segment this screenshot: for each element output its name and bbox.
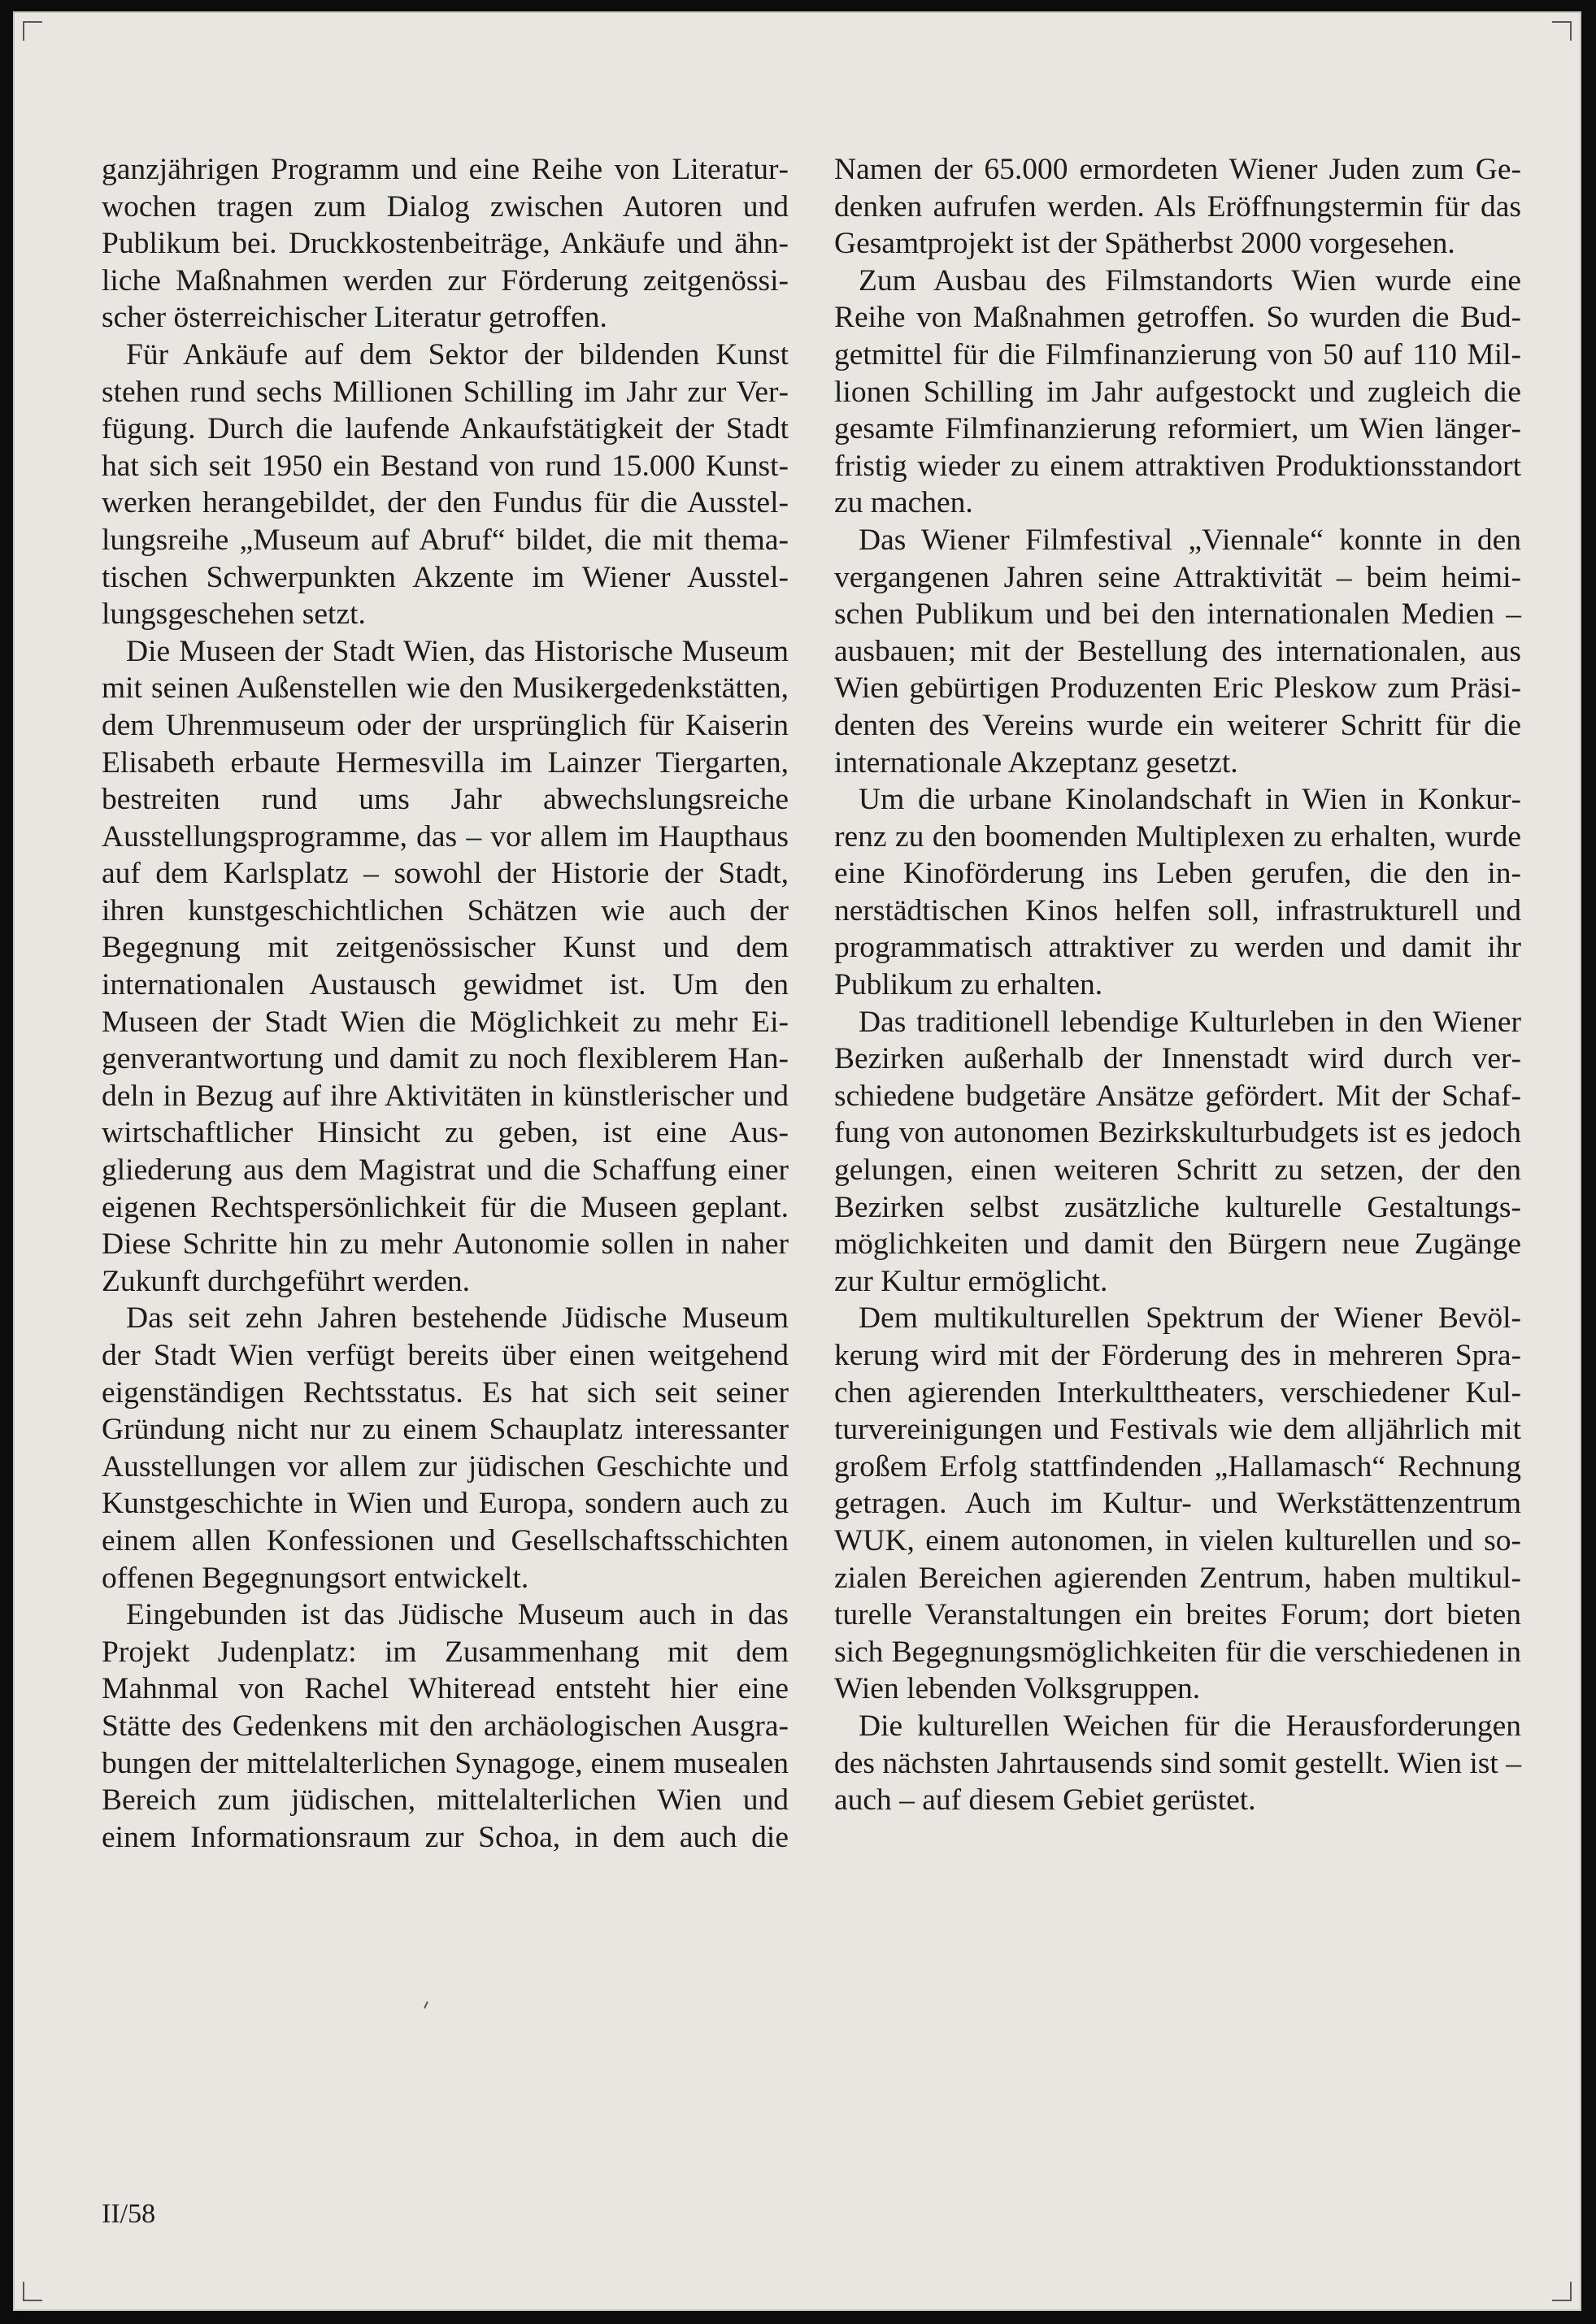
paragraph: Für Ankäufe auf dem Sektor der bildenden Kunst stehen rund sechs Millionen Schilling im Jahr zur Verfügung. Durch die laufende Ankaufstätigkeit der Stadt hat sich seit 1950 ein Bestand von rund 15.000 Kunstwerken herangebildet, der den Fundus für die Ausstellungsreihe „Museum auf Abruf“ bildet, die mit thematischen Schwerpunkten Akzente im Wiener Ausstellungsgeschehen setzt. <box>102 337 789 632</box>
crop-mark-bottom-left <box>23 2282 42 2301</box>
page-number: II/58 <box>102 2199 156 2229</box>
paragraph: Das seit zehn Jahren bestehende Jüdische Museum der Stadt Wien verfügt bereits über einen weitgehend eigenständigen Rechtsstatus. Es hat sich seit seiner Gründung nicht nur zu einem Schauplatz interessanter Ausstellungen vor allem zur jüdischen Geschichte und Kunstgeschichte in Wien und Europa, sondern auch zu einem allen Konfessionen und Gesellschaftsschichten offenen Begegnungsort entwickelt. <box>102 1301 789 1595</box>
paragraph: Die kulturellen Weichen für die Herausforderungen des nächsten Jahrtausends sind somit gestellt. Wien ist – auch – auf diesem Gebiet gerüstet. <box>834 1709 1521 1818</box>
paragraph: Dem multikulturellen Spektrum der Wiener Bevölkerung wird mit der Förderung des in mehreren Sprachen agierenden Interkulttheaters, verschiedener Kulturvereinigungen und Festivals wie dem alljährlich mit großem Erfolg stattfindenden „Hallamasch“ Rechnung getragen. Auch im Kultur- und Werkstättenzentrum WUK, einem autonomen, in vielen kulturellen und sozialen Bereichen agierenden Zentrum, haben multikulturelle Veranstaltungen ein breites Forum; dort bieten sich Begegnungsmöglichkeiten für die verschiedenen in Wien lebenden Volksgruppen. <box>834 1301 1521 1706</box>
crop-mark-top-left <box>23 21 42 41</box>
document-page <box>13 11 1581 2311</box>
paragraph: Um die urbane Kinolandschaft in Wien in Konkurrenz zu den boomenden Multiplexen zu erhalten, wurde eine Kinoförderung ins Leben gerufen, die den innerstädtischen Kinos helfen soll, infrastrukturell und programmatisch attraktiver zu werden und damit ihr Publikum zu erhalten. <box>834 783 1521 1002</box>
scan-speck <box>424 2001 428 2009</box>
paragraph: ganzjährigen Programm und eine Reihe von Literaturwochen tragen zum Dialog zwischen Autoren und Publikum bei. Druckkostenbeiträge, Ankäufe und ähnliche Maßnahmen werden zur Förderung zeitgenössischer österreichischer Literatur getroffen. <box>102 153 789 335</box>
paragraph: Das traditionell lebendige Kulturleben in den Wiener Bezirken außerhalb der Innenstadt wird durch verschiedene budgetäre Ansätze gefördert. Mit der Schaffung von autonomen Bezirkskulturbudgets ist es jedoch gelungen, einen weiteren Schritt zu setzen, der den Bezirken selbst zusätzliche kulturelle Gestaltungsmöglichkeiten und damit den Bürgern neue Zugänge zur Kultur ermöglicht. <box>834 1005 1521 1298</box>
right-text-column <box>834 151 1521 1819</box>
paragraph: Die Museen der Stadt Wien, das Historische Museum mit seinen Außenstellen wie den Musikergedenkstätten, dem Uhrenmuseum oder der ursprünglich für Kaiserin Elisabeth erbaute Hermesvilla im Lainzer Tiergarten, bestreiten rund ums Jahr abwechslungsreiche Ausstellungsprogramme, das – vor allem im Haupthaus auf dem Karlsplatz – sowohl der Historie der Stadt, ihren kunstgeschichtlichen Schätzen wie auch der Begegnung mit zeitgenössischer Kunst und dem internationalen Austausch gewidmet ist. Um den Museen der Stadt Wien die Möglichkeit zu mehr Eigenverantwortung und damit zu noch flexiblerem Handeln in Bezug auf ihre Aktivitäten in künstlerischer und wirtschaftlicher Hinsicht zu geben, ist eine Ausgliederung aus dem Magistrat und die Schaffung einer eigenen Rechtspersönlichkeit für die Museen geplant. Diese Schritte hin zu mehr Autonomie sollen in naher Zukunft durchgeführt werden. <box>102 634 789 1298</box>
crop-mark-top-right <box>1552 21 1572 41</box>
paragraph: Zum Ausbau des Filmstandorts Wien wurde eine Reihe von Maßnahmen getroffen. So wurden die Budgetmittel für die Filmfinanzierung von 50 auf 110 Millionen Schilling im Jahr aufgestockt und zugleich die gesamte Filmfinanzierung reformiert, um Wien längerfristig wieder zu einem attraktiven Produktionsstandort zu machen. <box>834 263 1521 520</box>
crop-mark-bottom-right <box>1552 2282 1572 2301</box>
paragraph: Namen der 65.000 ermordeten Wiener Juden zum Gedenken aufrufen werden. Als Eröffnungstermin für das Gesamtprojekt ist der Spätherbst 2000 vorgesehen. <box>834 153 1521 261</box>
paragraph: Eingebunden ist das Jüdische Museum auch in das Projekt Judenplatz: im Zusammenhang mit dem Mahnmal von Rachel Whiteread entsteht hier eine Stätte des Gedenkens mit den archäologischen Ausgrabungen der mittelalterlichen Synagoge, einem musealen Bereich zum jüdischen, mittelalterlichen Wien und einem Informationsraum zur Schoa, in dem auch die <box>102 1598 789 1854</box>
left-text-column <box>102 151 789 1856</box>
paragraph: Das Wiener Filmfestival „Viennale“ konnte in den vergangenen Jahren seine Attraktivität – beim heimischen Publikum und bei den internationalen Medien – ausbauen; mit der Bestellung des internationalen, aus Wien gebürtigen Produzenten Eric Pleskow zum Präsidenten des Vereins wurde ein weiterer Schritt für die internationale Akzeptanz gesetzt. <box>834 523 1521 780</box>
